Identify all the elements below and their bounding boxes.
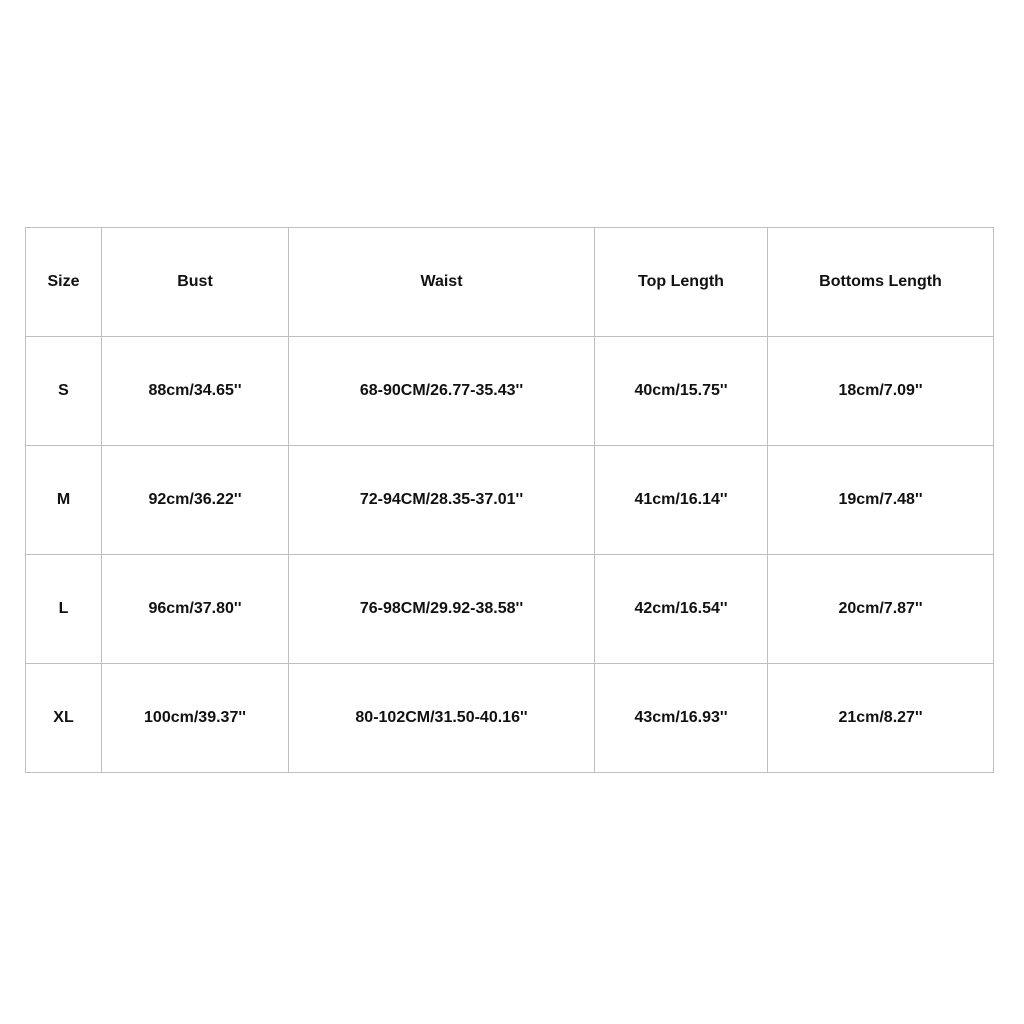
cell-size: L (26, 555, 102, 664)
cell-top-length: 43cm/16.93'' (595, 664, 768, 773)
size-chart-table (25, 227, 994, 773)
cell-waist: 80-102CM/31.50-40.16'' (289, 664, 595, 773)
cell-size: M (26, 446, 102, 555)
table-row (26, 664, 994, 773)
table-header-row (26, 228, 994, 337)
cell-top-length: 41cm/16.14'' (595, 446, 768, 555)
cell-bottoms-length: 19cm/7.48'' (768, 446, 994, 555)
cell-bottoms-length: 21cm/8.27'' (768, 664, 994, 773)
cell-top-length: 40cm/15.75'' (595, 337, 768, 446)
header-bust: Bust (102, 228, 289, 337)
cell-bust: 88cm/34.65'' (102, 337, 289, 446)
cell-top-length: 42cm/16.54'' (595, 555, 768, 664)
cell-waist: 72-94CM/28.35-37.01'' (289, 446, 595, 555)
cell-bust: 96cm/37.80'' (102, 555, 289, 664)
table-row (26, 555, 994, 664)
header-bottoms-length: Bottoms Length (768, 228, 994, 337)
table-row (26, 446, 994, 555)
header-size: Size (26, 228, 102, 337)
cell-waist: 76-98CM/29.92-38.58'' (289, 555, 595, 664)
header-waist: Waist (289, 228, 595, 337)
cell-waist: 68-90CM/26.77-35.43'' (289, 337, 595, 446)
cell-size: XL (26, 664, 102, 773)
cell-bottoms-length: 20cm/7.87'' (768, 555, 994, 664)
cell-bottoms-length: 18cm/7.09'' (768, 337, 994, 446)
header-top-length: Top Length (595, 228, 768, 337)
cell-bust: 100cm/39.37'' (102, 664, 289, 773)
table-row (26, 337, 994, 446)
cell-size: S (26, 337, 102, 446)
cell-bust: 92cm/36.22'' (102, 446, 289, 555)
